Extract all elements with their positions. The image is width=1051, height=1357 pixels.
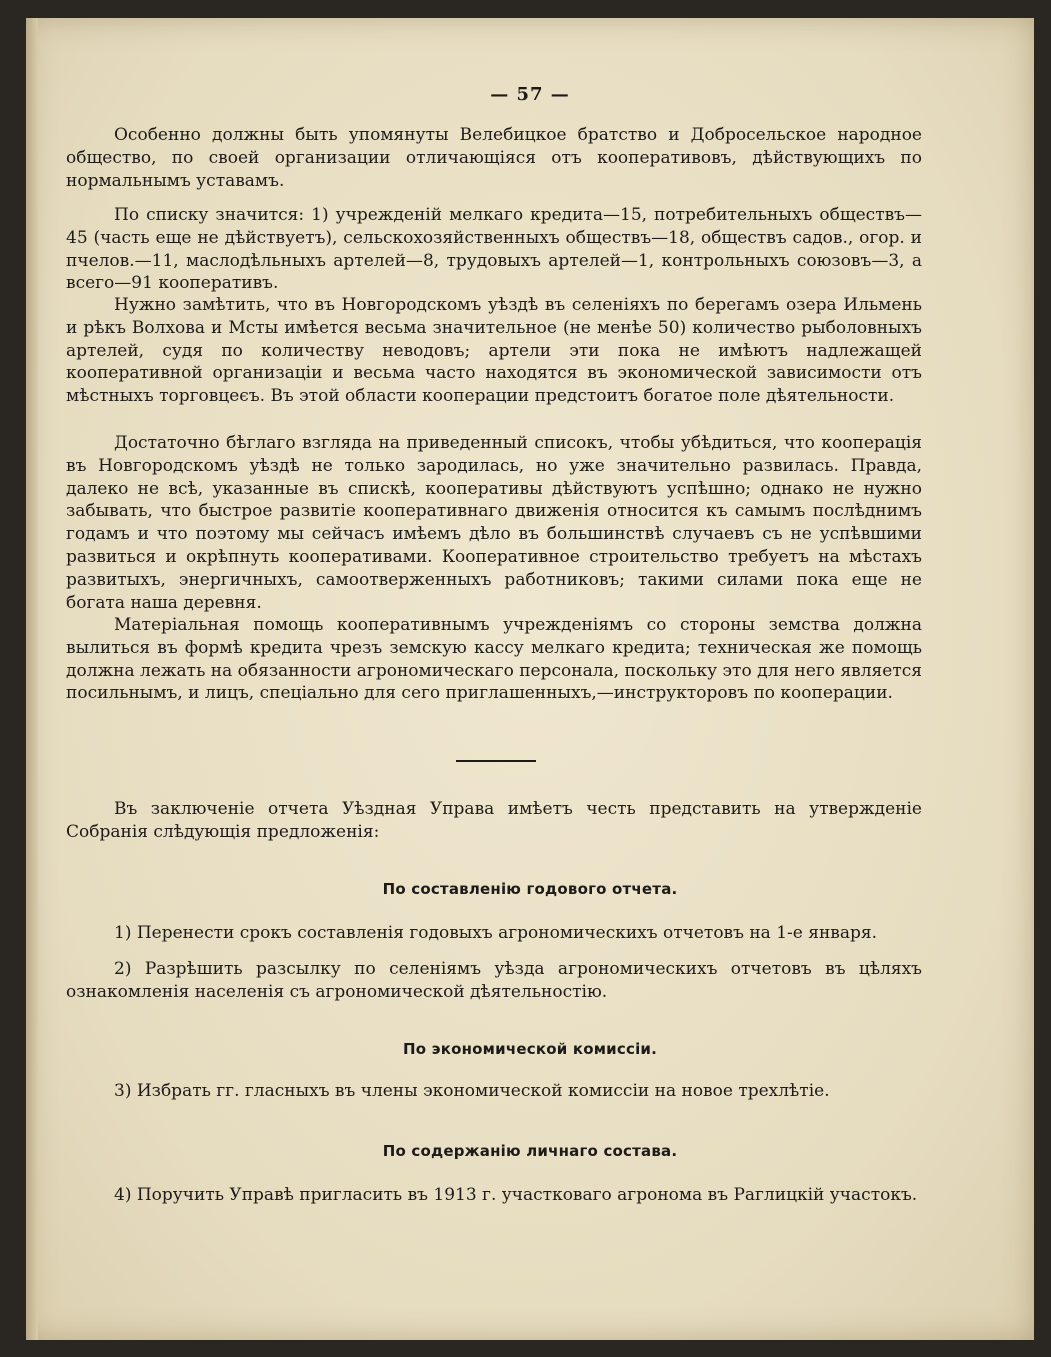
paragraph: Нужно замѣтить, что въ Новгородскомъ уѣздѣ въ селеніяхъ по берегамъ озера Ильмень и рѣкъ Волхова и Мсты имѣется весьма значительное (не менѣе 50) количество рыболовныхъ артелей, судя по количеству неводовъ; артели эти пока не имѣютъ надлежащей кооперативной организаціи и весьма часто находятся въ экономической зависимости отъ мѣстныхъ торговцеєъ. Въ этой области кооперации предстоитъ богатое поле дѣятельности. [66,295,922,407]
proposal-text: 1) Перенести срокъ составленія годовыхъ агрономическихъ отчетовъ на 1-е января. [114,923,878,943]
section-heading: По составленію годового отчета. [382,880,678,898]
document-page [26,18,1034,1340]
proposal-item [66,958,922,1004]
body-text [66,614,922,705]
proposal-text: 3) Избрать гг. гласныхъ въ члены экономической комиссіи на новое трехлѣтіе. [114,1081,830,1101]
section-heading: По экономической комиссіи. [402,1040,658,1058]
conclusion-text [66,798,922,844]
paragraph: По списку значится: 1) учрежденій мелкаго кредита—15, потребительныхъ обществъ—45 (часть еще не дѣйствуетъ), сельскохозяйственныхъ обществъ—18, обществъ садов., огор. и пчелов.—11, маслодѣльныхъ артелей—8, трудовыхъ артелей—1, контрольныхъ союзовъ—3, а всего—91 кооперативъ. [66,205,922,294]
paragraph: Особенно должны быть упомянуты Велебицкое братство и Добросельское народное общество, по своей организации отличающіяся отъ кооперативовъ, дѣйствующихъ по нормальнымъ уставамъ. [66,125,922,191]
paragraph: Достаточно бѣглаго взгляда на приведенный списокъ, чтобы убѣдиться, что кооперація въ Новгородскомъ уѣздѣ не только зародилась, но уже значительно развилась. Правда, далеко не всѣ, указанные въ спискѣ, кооперативы дѣйствуютъ успѣшно; однако не нужно забывать, что быстрое развитіе кооперативнаго движенія относится къ самымъ послѣднимъ годамъ и что поэтому мы сейчасъ имѣемъ дѣло въ большинствѣ случаевъ съ не успѣвшими развиться и окрѣпнуть кооперативами. Кооперативное строительство требуетъ на мѣстахъ развитыхъ, энергичныхъ, самоотверженныхъ работниковъ; такими силами пока еще не богата наша деревня. [66,433,922,613]
proposal-item [66,1184,922,1207]
proposal-text: 2) Разрѣшить разсылку по селеніямъ уѣзда агрономическихъ отчетовъ въ цѣляхъ ознакомленія населенія съ агрономической дѣятельностію. [66,959,922,1002]
paragraph: Матеріальная помощь кооперативнымъ учрежденіямъ со стороны земства должна вылиться въ формѣ кредита чрезъ земскую кассу мелкаго кредита; техническая же помощь должна лежать на обязанности агрономическаго персонала, поскольку это для него является посильнымъ, и лицъ, спеціально для сего приглашенныхъ,—инструкторовъ по кооперации. [66,615,922,704]
proposal-text: 4) Поручить Управѣ пригласить въ 1913 г. участковаго агронома въ Раглицкій участокъ. [114,1185,918,1205]
body-text [66,432,922,614]
page-number: — 57 — [490,84,570,105]
section-heading: По содержанію личнаго состава. [382,1142,678,1160]
proposal-item [66,922,922,945]
body-text [66,204,922,295]
proposal-item [66,1080,922,1103]
conclusion-paragraph: Въ заключеніе отчета Уѣздная Управа имѣетъ честь представить на утвержденіе Собранія слѣдующія предложенія: [66,799,922,842]
body-text [66,294,922,408]
body-text [66,124,922,192]
section-divider [456,760,536,762]
